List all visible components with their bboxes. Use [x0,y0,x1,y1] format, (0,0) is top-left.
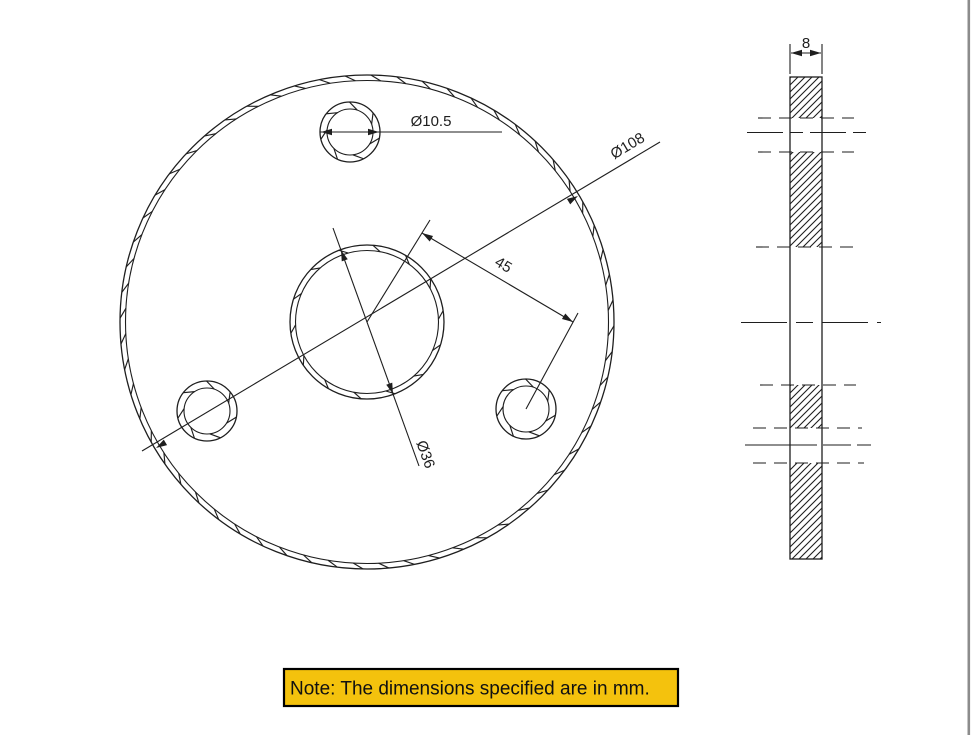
arrowhead [154,440,167,451]
arrowhead [567,193,580,204]
dim-text-bolt-circle-radius: 45 [491,253,515,277]
side-view [741,35,881,559]
arrowhead [368,129,379,135]
arrowhead [791,50,802,56]
hatch-block [790,77,822,118]
dim-text-bore-diameter: Ø36 [412,438,439,471]
dim-line-bolt-circle-radius [422,233,573,322]
dim-leg-center [367,220,430,322]
bolt-hole-bottom-left [177,381,237,441]
hatch-block [790,463,822,559]
note-text: Note: The dimensions specified are in mm. [290,678,650,700]
arrowhead [810,50,821,56]
dim-line-bore-diameter [333,228,419,466]
dim-line-outer-diameter [142,142,660,451]
dim-text-outer-diameter: Ø108 [607,129,648,163]
hatch-block [790,385,822,428]
dim-text-thickness: 8 [801,35,811,52]
dim-text-hole-diameter: Ø10.5 [410,113,452,130]
front-view [120,75,660,569]
note-box [284,669,678,706]
hatch-block [790,152,822,247]
